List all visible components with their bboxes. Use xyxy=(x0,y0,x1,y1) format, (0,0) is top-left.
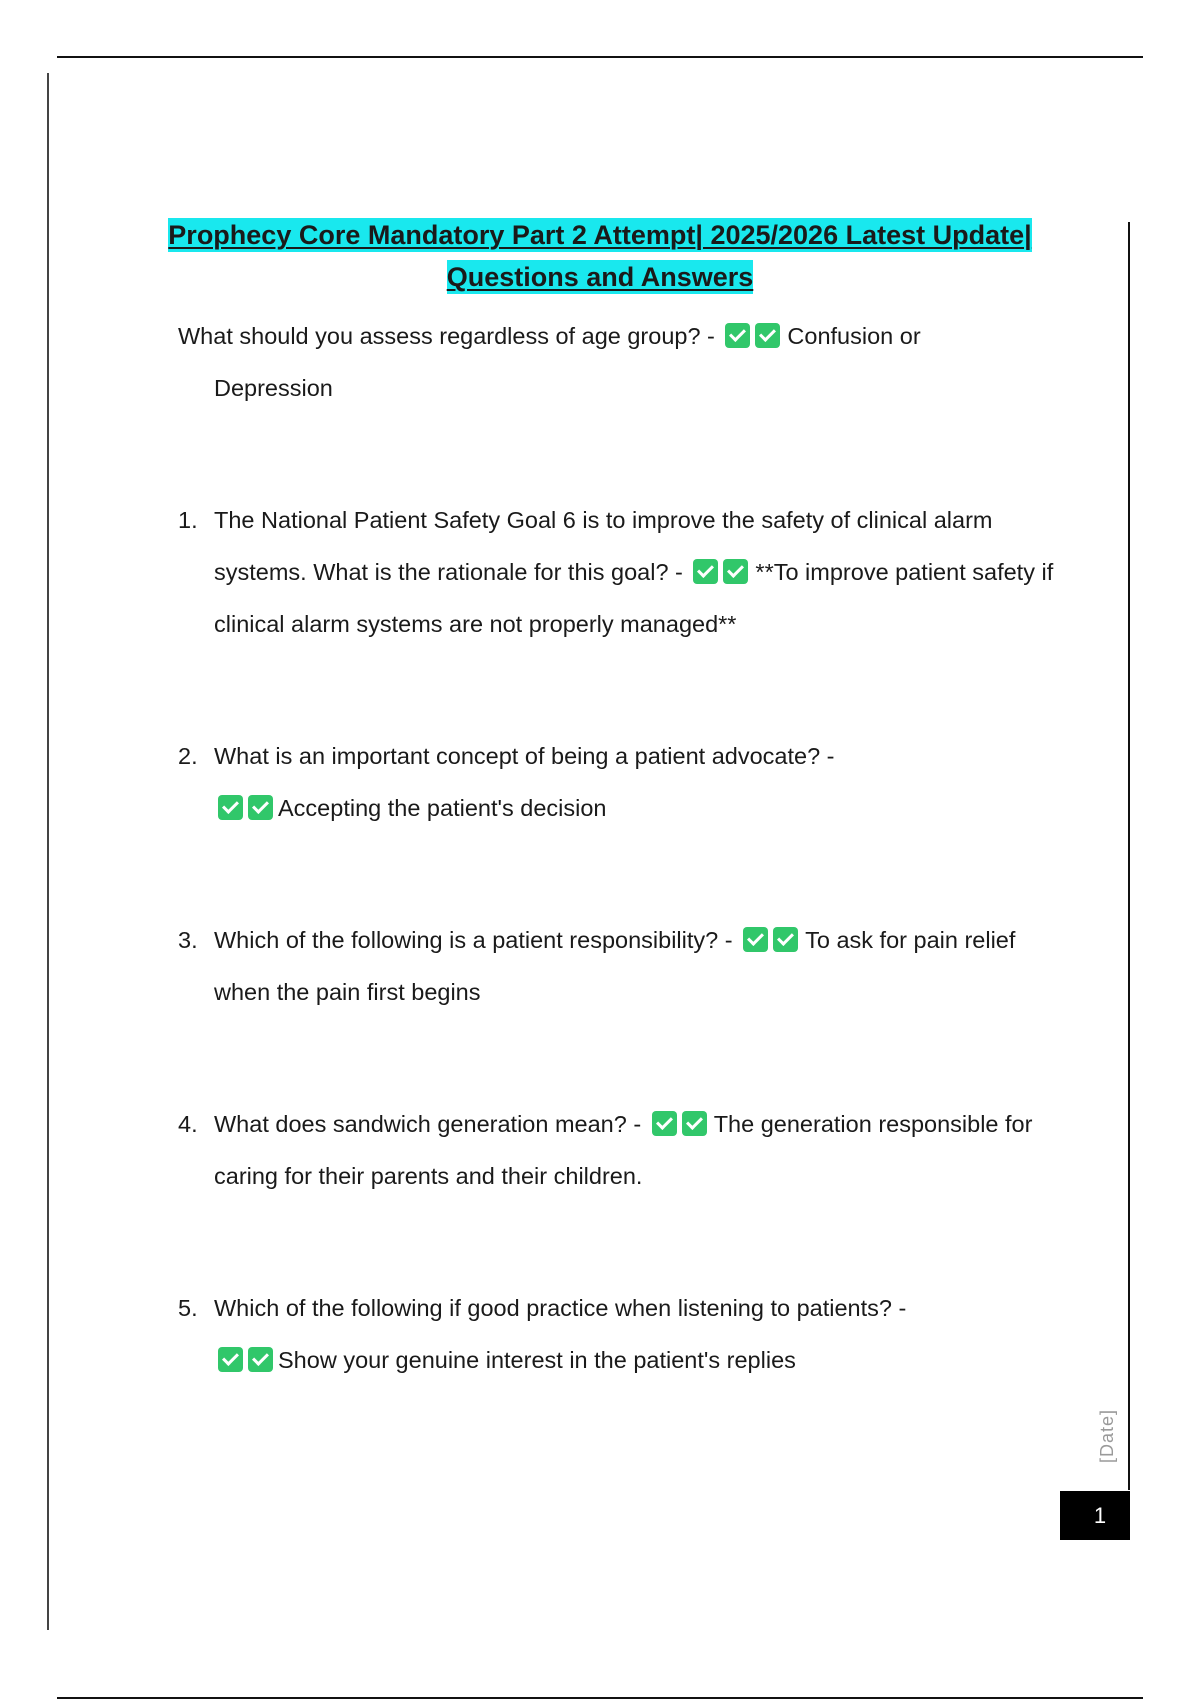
item-body xyxy=(214,494,1078,650)
title-line-2: Questions and Answers xyxy=(446,262,754,292)
top-rule xyxy=(57,56,1143,58)
page-number: 1 xyxy=(1060,1491,1130,1540)
item-body xyxy=(214,1282,1078,1386)
answer-marker xyxy=(652,1111,712,1137)
intro-question xyxy=(178,310,1078,414)
document-title xyxy=(140,214,1060,298)
list-item xyxy=(178,1098,1078,1202)
answer-continuation: Depression xyxy=(214,375,333,401)
check-mark-icon xyxy=(755,323,780,348)
answer-marker xyxy=(693,559,753,585)
right-border xyxy=(1128,222,1130,1490)
list-item xyxy=(178,1282,1078,1386)
check-mark-icon xyxy=(723,559,748,584)
answer-text: **To improve patient safety if clinical alarm systems are not properly managed** xyxy=(214,559,1054,637)
answer-text: To ask for pain relief when the pain first begins xyxy=(214,927,1016,1005)
check-mark-icon xyxy=(218,795,243,820)
item-body xyxy=(214,1098,1078,1202)
left-border xyxy=(47,73,49,1630)
question-text: What does sandwich generation mean? - xyxy=(214,1111,642,1137)
question-text: Which of the following if good practice when listening to patients? - xyxy=(214,1295,907,1321)
item-body xyxy=(214,914,1078,1018)
question-text: What is an important concept of being a patient advocate? - xyxy=(214,743,835,769)
item-number: 5. xyxy=(178,1295,198,1321)
answer-text: Confusion or xyxy=(787,323,921,349)
item-number: 1. xyxy=(178,507,198,533)
list-item xyxy=(178,494,1078,650)
check-mark-icon xyxy=(773,927,798,952)
item-number: 4. xyxy=(178,1111,198,1137)
item-number: 2. xyxy=(178,743,198,769)
answer-marker xyxy=(725,323,785,349)
answer-text: The generation responsible for caring for their parents and their children. xyxy=(214,1111,1033,1189)
check-mark-icon xyxy=(682,1111,707,1136)
item-number: 3. xyxy=(178,927,198,953)
list-item xyxy=(178,730,1078,834)
bottom-rule xyxy=(57,1697,1143,1699)
check-mark-icon xyxy=(248,1347,273,1372)
check-mark-icon xyxy=(725,323,750,348)
check-mark-icon xyxy=(652,1111,677,1136)
list-item xyxy=(178,914,1078,1018)
check-mark-icon xyxy=(218,1347,243,1372)
answer-text: Show your genuine interest in the patient's replies xyxy=(278,1347,796,1373)
question-text: Which of the following is a patient responsibility? - xyxy=(214,927,733,953)
check-mark-icon xyxy=(693,559,718,584)
question-text: The National Patient Safety Goal 6 is to improve the safety of clinical alarm systems. What is the rationale for this goal? - xyxy=(214,507,993,585)
question-text: What should you assess regardless of age group? - xyxy=(178,323,715,349)
date-placeholder: [Date] xyxy=(1097,1408,1117,1464)
item-body xyxy=(214,730,1078,834)
check-mark-icon xyxy=(248,795,273,820)
title-line-1: Prophecy Core Mandatory Part 2 Attempt| 2025/2026 Latest Update| xyxy=(168,220,1032,250)
check-mark-icon xyxy=(743,927,768,952)
qa-list xyxy=(178,310,1078,1466)
answer-text: Accepting the patient's decision xyxy=(278,795,607,821)
answer-marker xyxy=(743,927,803,953)
answer-line xyxy=(218,782,1078,834)
answer-line xyxy=(218,1334,1078,1386)
